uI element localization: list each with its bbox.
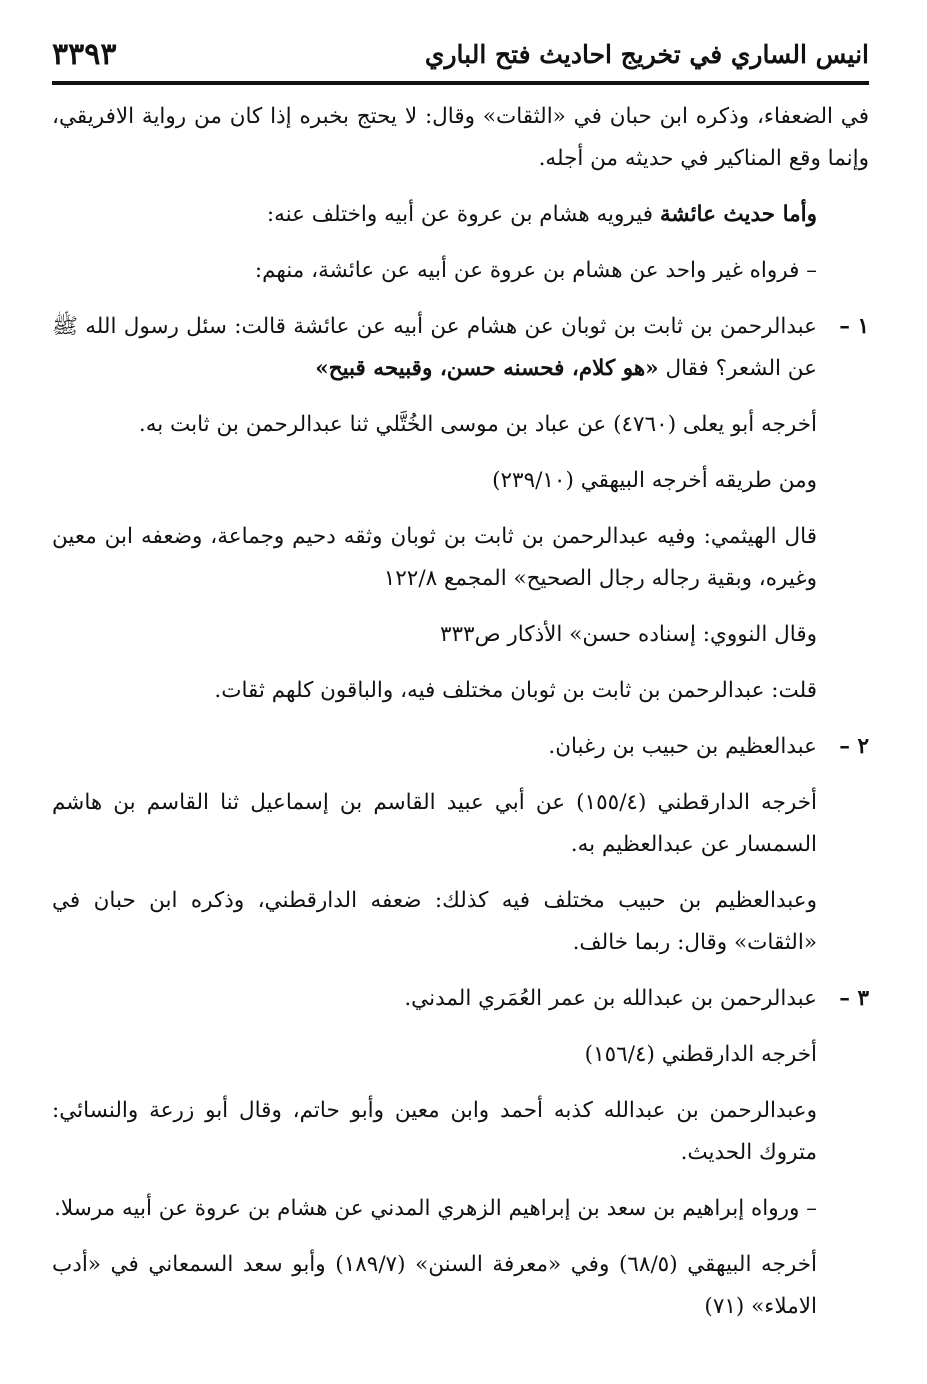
paragraph: وعبدالعظيم بن حبيب مختلف فيه كذلك: ضعفه الدارقطني، وذكره ابن حبان في «الثقات» وقال: ربما خالف.	[52, 888, 817, 955]
list-item	[52, 726, 869, 768]
page-body	[52, 96, 869, 1342]
paragraph: أخرجه البيهقي (٦٨/٥) وفي «معرفة السنن» (١٨٩/٧) وأبو سعد السمعاني في «أدب الاملاء» (٧١)	[52, 1252, 817, 1319]
paragraph: وعبدالرحمن بن عبدالله كذبه أحمد وابن معين وأبو حاتم، وقال أبو زرعة والنسائي: متروك الحديث.	[52, 1098, 817, 1165]
item-text	[52, 306, 817, 390]
paragraph: وقال النووي: إسناده حسن» الأذكار ص٣٣٣	[439, 622, 817, 647]
list-item	[52, 978, 869, 1020]
paragraph: ومن طريقه أخرجه البيهقي (٢٣٩/١٠)	[492, 468, 817, 493]
paragraph: في الضعفاء، وذكره ابن حبان في «الثقات» وقال: لا يحتج بخبره إذا كان من رواية الافريقي، وإنما وقع المناكير في حديثه من أجله.	[52, 104, 869, 171]
list-item	[52, 306, 869, 390]
paragraph: أخرجه الدارقطني (١٥٦/٤)	[584, 1042, 817, 1067]
paragraph: قال الهيثمي: وفيه عبدالرحمن بن ثابت بن ثوبان وثقه دحيم وجماعة، وضعفه ابن معين وغيره، وبقية رجاله رجال الصحيح» المجمع ١٢٢/٨	[52, 524, 817, 591]
paragraph: قلت: عبدالرحمن بن ثابت بن ثوبان مختلف فيه، والباقون كلهم ثقات.	[214, 678, 817, 703]
page-number: ٣٣٩٣	[52, 36, 117, 72]
book-title: انيس الساري في تخريج احاديث فتح الباري	[424, 39, 869, 69]
item-number: ٢ –	[839, 734, 869, 759]
item-text: عبدالعظيم بن حبيب بن رغبان.	[548, 734, 817, 759]
paragraph: أخرجه الدارقطني (١٥٥/٤) عن أبي عبيد القاسم بن إسماعيل ثنا القاسم بن هاشم السمسار عن عبدالعظيم به.	[52, 790, 817, 857]
item-number: ٣ –	[839, 986, 869, 1011]
item-text-part: عبدالرحمن بن ثابت بن ثوبان عن هشام عن أبيه عن عائشة قالت: سئل رسول الله ﷺ عن الشعر؟ فقال	[52, 314, 817, 381]
header-rule	[52, 81, 869, 85]
paragraph: أخرجه أبو يعلى (٤٧٦٠) عن عباد بن موسى الخُتَّلي ثنا عبدالرحمن بن ثابت به.	[138, 412, 817, 437]
paragraph: – فرواه غير واحد عن هشام بن عروة عن أبيه عن عائشة، منهم:	[254, 258, 817, 283]
item-text: عبدالرحمن بن عبدالله بن عمر العُمَري المدني.	[404, 986, 817, 1011]
bold-phrase: وأما حديث عائشة	[659, 202, 817, 227]
item-number: ١ –	[839, 314, 869, 339]
hadith-quote: «هو كلام، فحسنه حسن، وقبيحه قبيح»	[315, 356, 659, 381]
paragraph	[52, 194, 869, 236]
page-header	[52, 30, 869, 78]
paragraph: – ورواه إبراهيم بن سعد بن إبراهيم الزهري المدني عن هشام بن عروة عن أبيه مرسلا.	[54, 1196, 817, 1221]
paragraph-text: فيرويه هشام بن عروة عن أبيه واختلف عنه:	[266, 202, 660, 227]
